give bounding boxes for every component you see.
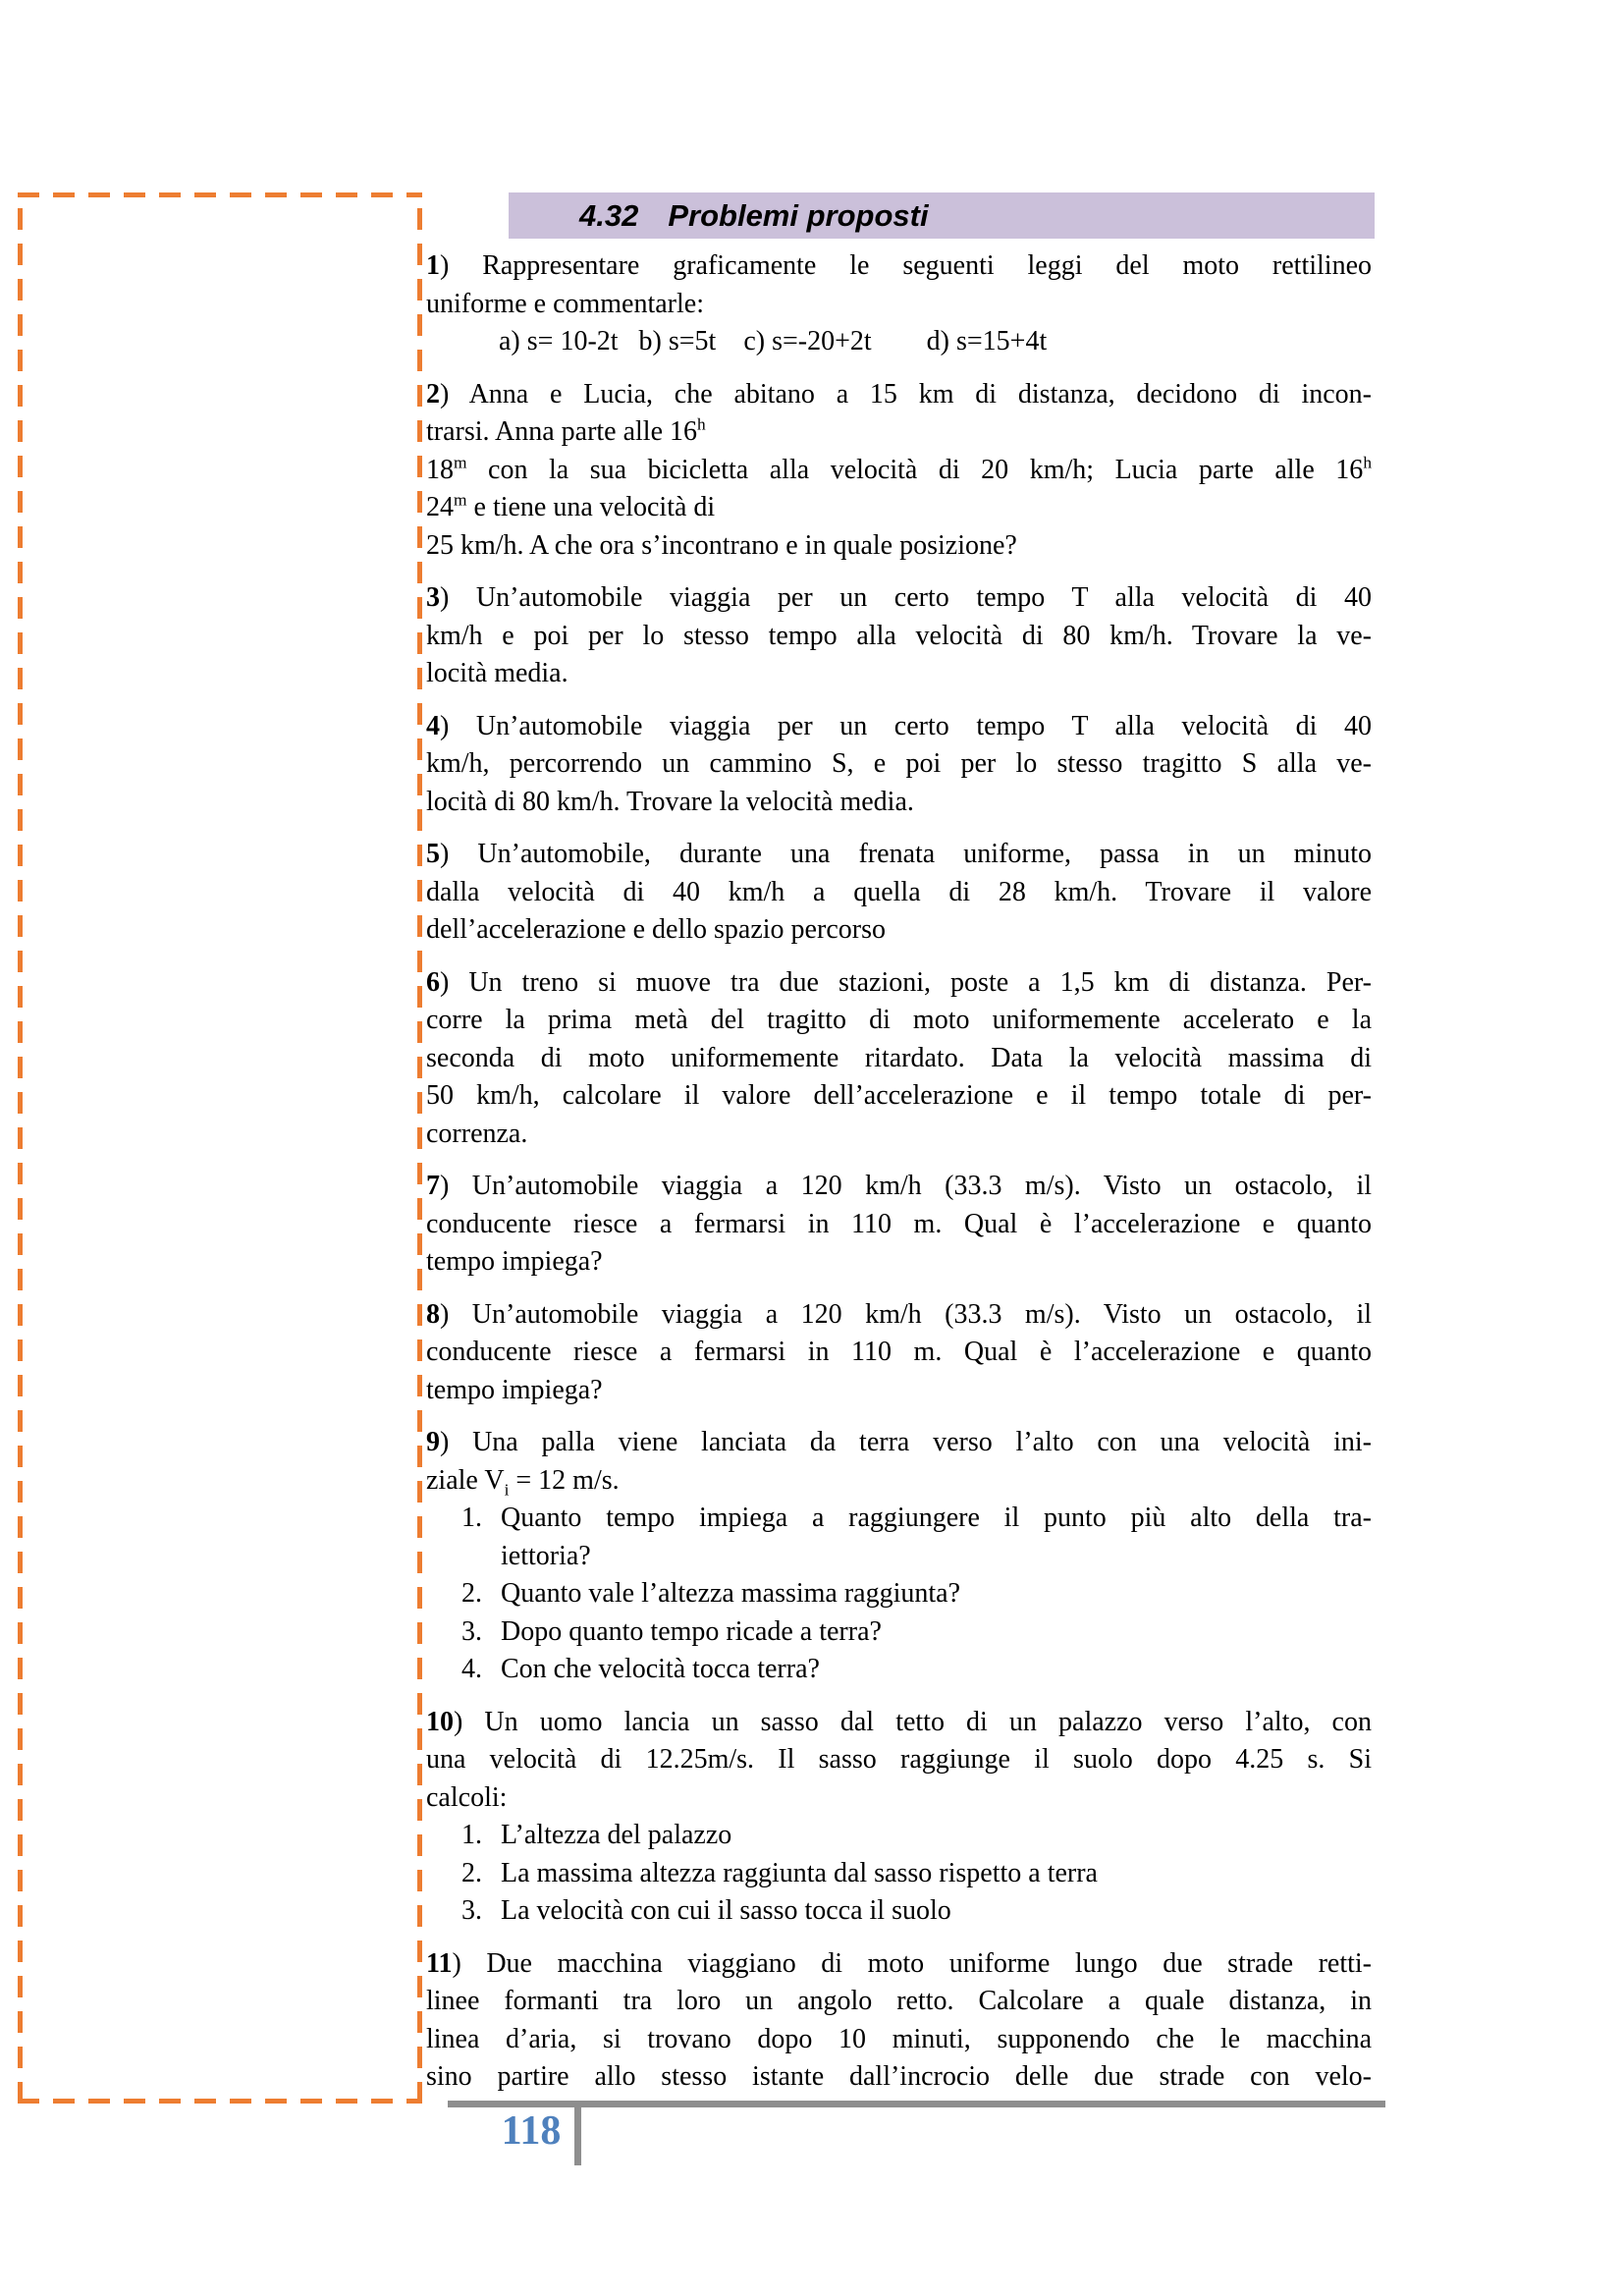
footer-rule [448, 2101, 1385, 2107]
text-line: Con che velocità tocca terra? [501, 1654, 820, 1684]
text-line: tempo impiega? [426, 1374, 603, 1405]
text-line: 11) Due macchina viaggiano di moto uniforme lungo due strade retti- [426, 1947, 1372, 1979]
list-item-text [501, 1892, 1372, 1931]
section-number: 4.32 [579, 198, 639, 233]
list-item-text [501, 1855, 1372, 1893]
text-line: linea d’aria, si trovano dopo 10 minuti, supponendo che le macchina [426, 2023, 1372, 2054]
list-number: 2. [461, 1578, 482, 1609]
text-line: sino partire allo stesso istante dall’incrocio delle due strade con velo- [426, 2061, 1372, 2092]
text-line: La velocità con cui il sasso tocca il suolo [501, 1895, 951, 1926]
text-line: La massima altezza raggiunta dal sasso rispetto a terra [501, 1857, 1098, 1888]
text-line: 8) Un’automobile viaggia a 120 km/h (33.3 m/s). Visto un ostacolo, il [426, 1298, 1372, 1330]
margin-dashed-outline [18, 192, 422, 2104]
text-line: 1) Rappresentare graficamente le seguenti leggi del moto rettilineo [426, 250, 1372, 281]
text-line: calcoli: [426, 1781, 508, 1813]
text-line: trarsi. Anna parte alle 16$^h$ [426, 414, 706, 447]
problem [426, 1168, 1372, 1282]
list-number: 1. [461, 1820, 482, 1850]
text-line: Quanto vale l’altezza massima raggiunta? [501, 1578, 961, 1609]
text-line: 4) Un’automobile viaggia per un certo tempo T alla velocità di 40 [426, 710, 1372, 741]
problem [426, 836, 1372, 950]
list-item [461, 1613, 1372, 1652]
problem [426, 964, 1372, 1154]
text-line: 25 km/h. A che ora s’incontrano e in quale posizione? [426, 529, 1017, 561]
list-number: 3. [461, 1895, 482, 1926]
text-line: 2) Anna e Lucia, che abitano a 15 km di distanza, decidono di incon- [426, 378, 1372, 410]
text-line: L’altezza del palazzo [501, 1820, 732, 1850]
section-title: Problemi proposti [668, 198, 929, 233]
list-item-text [501, 1817, 1372, 1855]
problem-sublist [426, 1500, 1372, 1689]
text-line: conducente riesce a fermarsi in 110 m. Qual è l’accelerazione e quanto [426, 1208, 1372, 1239]
text-line: seconda di moto uniformemente ritardato. Data la velocità massima di [426, 1042, 1372, 1073]
text-line: dalla velocità di 40 km/h a quella di 28 km/h. Trovare il valore [426, 876, 1372, 907]
text-line: km/h e poi per lo stesso tempo alla velocità di 80 km/h. Trovare la ve- [426, 620, 1372, 651]
problem [426, 247, 1372, 361]
text-line: km/h, percorrendo un cammino S, e poi per lo stesso tragitto S alla ve- [426, 748, 1372, 779]
text-line: iettoria? [501, 1540, 591, 1571]
list-item [461, 1500, 1372, 1575]
list-number: 2. [461, 1857, 482, 1888]
list-item-text [501, 1575, 1372, 1613]
text-line: 50 km/h, calcolare il valore dell’accelerazione e il tempo totale di per- [426, 1080, 1372, 1111]
problem [426, 579, 1372, 693]
text-line: 3) Un’automobile viaggia per un certo tempo T alla velocità di 40 [426, 582, 1372, 613]
text-line: una velocità di 12.25m/s. Il sasso raggiunge il suolo dopo 4.25 s. Si [426, 1744, 1372, 1775]
list-item-text [501, 1651, 1372, 1689]
problem [426, 376, 1372, 566]
text-line: uniforme e commentarle: [426, 288, 704, 319]
text-line: correnza. [426, 1118, 528, 1149]
list-number: 4. [461, 1654, 482, 1684]
text-line: ziale $V_i = 12$ m/s. [426, 1464, 620, 1500]
list-item-text [501, 1500, 1372, 1575]
list-item [461, 1651, 1372, 1689]
text-line: corre la prima metà del tragitto di moto uniformemente accelerato e la [426, 1005, 1372, 1035]
list-item [461, 1575, 1372, 1613]
problem [426, 1945, 1372, 2097]
list-item [461, 1855, 1372, 1893]
list-item [461, 1817, 1372, 1855]
text-line: linee formanti tra loro un angolo retto. Calcolare a quale distanza, in [426, 1986, 1372, 2016]
text-line: dell’accelerazione e dello spazio percorso [426, 914, 886, 945]
problem [426, 1424, 1372, 1689]
problem-sublist [426, 1817, 1372, 1931]
text-line: a) s= 10-2t b) s=5t c) s=-20+2t d) s=15+4t [499, 326, 1048, 356]
problem [426, 708, 1372, 822]
text-line: 9) Una palla viene lanciata da terra verso l’alto con una velocità ini- [426, 1427, 1372, 1457]
list-item [461, 1892, 1372, 1931]
text-line: 5) Un’automobile, durante una frenata uniforme, passa in un minuto [426, 839, 1372, 869]
section-header [509, 192, 1375, 239]
text-line: 10) Un uomo lancia un sasso dal tetto di un palazzo verso l’alto, con [426, 1706, 1372, 1737]
text-line: conducente riesce a fermarsi in 110 m. Qual è l’accelerazione e quanto [426, 1337, 1372, 1367]
list-item-text [501, 1613, 1372, 1652]
text-line: 7) Un’automobile viaggia a 120 km/h (33.3 m/s). Visto un ostacolo, il [426, 1171, 1372, 1201]
problem [426, 1296, 1372, 1410]
page-number: 118 [501, 2108, 562, 2154]
footer-vertical-bar [574, 2101, 581, 2165]
text-line: Quanto tempo impiega a raggiungere il punto più alto della tra- [501, 1503, 1372, 1533]
text-line: locità di 80 km/h. Trovare la velocità media. [426, 786, 914, 817]
text-line: 18$^m$ con la sua bicicletta alla velocità di 20 km/h; Lucia parte alle 16$^h$ [426, 453, 1372, 485]
list-number: 1. [461, 1503, 482, 1533]
list-number: 3. [461, 1615, 482, 1647]
text-line: 6) Un treno si muove tra due stazioni, poste a 1,5 km di distanza. Per- [426, 966, 1372, 998]
problems-list [426, 247, 1372, 2111]
text-line: tempo impiega? [426, 1246, 603, 1277]
problem [426, 1704, 1372, 1931]
text-line: locità media. [426, 658, 568, 688]
text-line: 24$^m$ e tiene una velocità di [426, 490, 716, 522]
text-line: Dopo quanto tempo ricade a terra? [501, 1615, 882, 1647]
